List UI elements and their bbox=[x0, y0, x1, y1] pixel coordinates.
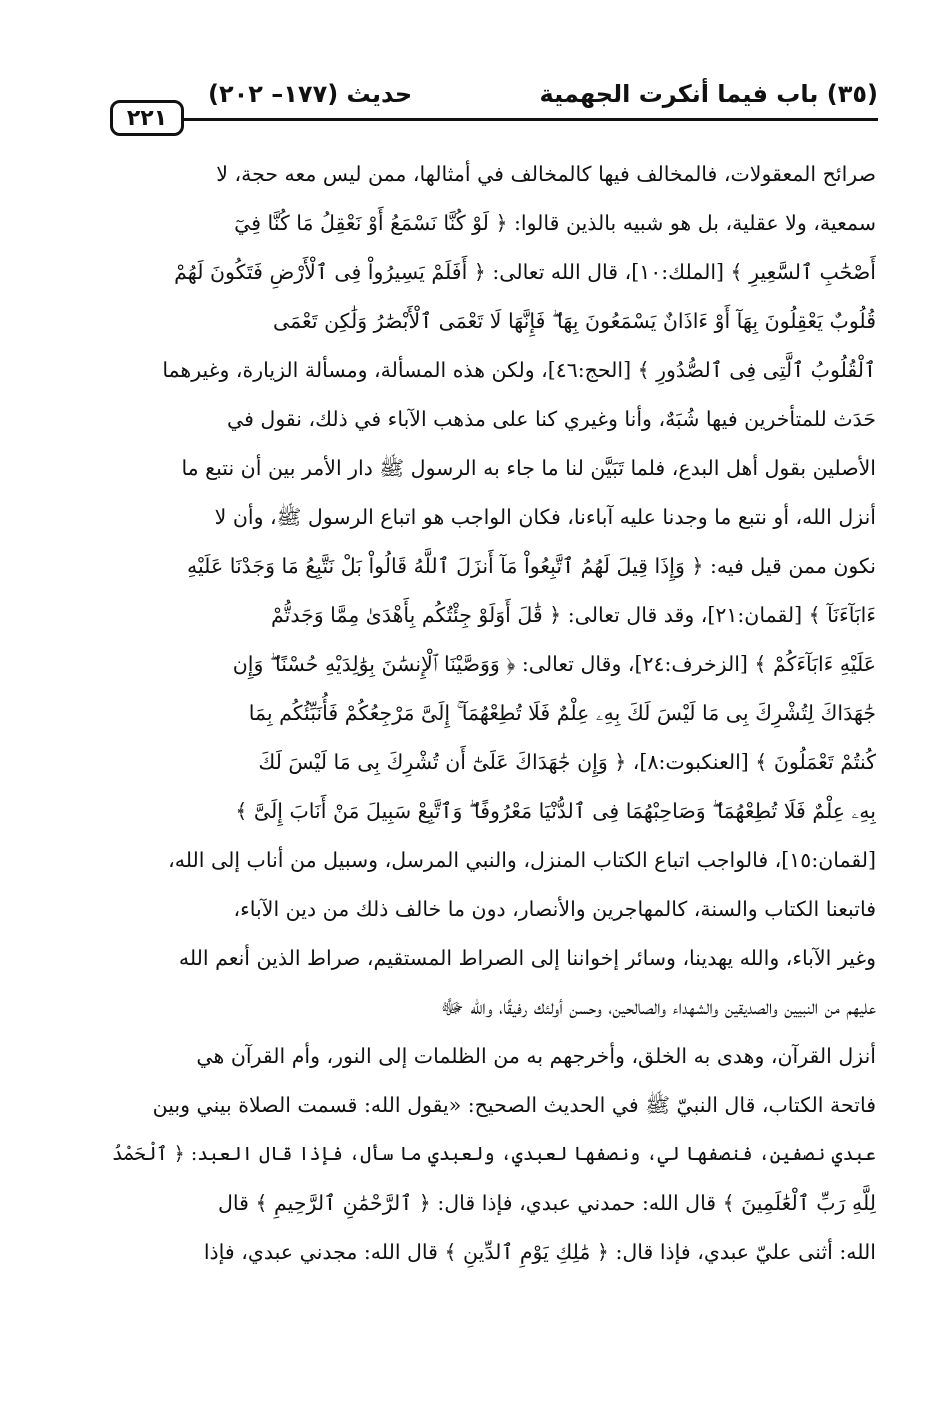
text-line: وغير الآباء، والله يهدينا، وسائر إخواننا إلى الصراط المستقيم، صراط الذين أنعم الله bbox=[178, 946, 876, 970]
text-line: فاتحة الكتاب، قال النبيّ ﷺ في الحديث الصحيح: «يقول الله: قسمت الصلاة بيني وبين bbox=[152, 1093, 876, 1117]
text-line: كُنتُمْ تَعْمَلُونَ ﴾ [العنكبوت:٨]، ﴿ وَإِن جَٰهَدَاكَ عَلَىٰٓ أَن تُشْرِكَ بِى مَا لَيْسَ لَكَ bbox=[258, 750, 876, 774]
text-line: أنزل الله، أو نتبع ما وجدنا عليه آباءنا، فكان الواجب هو اتباع الرسول ﷺ، وأن لا bbox=[214, 505, 876, 529]
text-line: عليهم من النبيين والصديقين والشهداء والصالحين، وحسن أولئك رفيقًا، والله ﷻ bbox=[440, 995, 876, 1019]
text-line: جَٰهَدَاكَ لِتُشْرِكَ بِى مَا لَيْسَ لَكَ بِهِۦ عِلْمٌ فَلَا تُطِعْهُمَآ ۚ إِلَىَّ مَرْجِعُكُمْ فَأُنَبِّئُكُم بِمَا bbox=[248, 701, 876, 725]
text-line: عَلَيْهِ ءَابَآءَكُمْ ﴾ [الزخرف:٢٤]، وقال تعالى: ﴿ وَوَصَّيْنَا ٱلْإِنسَٰنَ بِوَٰلِدَيْهِ حُسْنًا ۖ وَإِن bbox=[232, 652, 876, 676]
text-line: عبدي نصفين، فنصفها لي، ونصفها لعبدي، ولعبدي ما سأل، فإذا قال العبد: ﴿ ٱلْحَمْدُ bbox=[111, 1143, 876, 1165]
text-line: [لقمان:١٥]، فالواجب اتباع الكتاب المنزل، والنبي المرسل، وسبيل من أناب إلى الله، bbox=[168, 848, 876, 872]
text-line: نكون ممن قيل فيه: ﴿ وَإِذَا قِيلَ لَهُمُ ٱتَّبِعُواْ مَآ أَنزَلَ ٱللَّهُ قَالُواْ بَلْ نَتَّبِعُ مَا وَجَدْنَا عَلَيْهِ bbox=[186, 554, 876, 578]
text-line: الأصلين بقول أهل البدع، فلما تَبَيَّن لنا ما جاء به الرسول ﷺ دار الأمر بين أن نتبع ما bbox=[181, 456, 876, 480]
text-line: أنزل القرآن، وهدى به الخلق، وأخرجهم به من الظلمات إلى النور، وأم القرآن هي bbox=[196, 1044, 876, 1068]
text-line: قُلُوبٌ يَعْقِلُونَ بِهَآ أَوْ ءَاذَانٌ يَسْمَعُونَ بِهَا ۖ فَإِنَّهَا لَا تَعْمَى ٱلْأَبْصَٰرُ وَلَٰكِن تَعْمَى bbox=[273, 309, 876, 333]
header-rule bbox=[110, 118, 878, 121]
chapter-heading: (٣٥) باب فيما أنكرت الجهمية bbox=[539, 80, 878, 108]
text-line: ءَابَآءَنَآ ﴾ [لقمان:٢١]، وقد قال تعالى: ﴿ قَٰلَ أَوَلَوْ جِئْتُكُم بِأَهْدَىٰ مِمَّا وَجَدتُّمْ bbox=[270, 603, 876, 627]
text-line: حَدَث للمتأخرين فيها شُبَهٌ، وأنا وغيري كنا على مذهب الآباء في ذلك، نقول في bbox=[227, 407, 876, 431]
text-line: أَصْحَٰبِ ٱلسَّعِيرِ ﴾ [الملك:١٠]، قال الله تعالى: ﴿ أَفَلَمْ يَسِيرُواْ فِى ٱلْأَرْضِ فَتَكُونَ لَهُمْ bbox=[174, 260, 876, 284]
hadith-range-heading: حديث (١٧٧– ٢٠٢) bbox=[208, 80, 413, 108]
text-line: سمعية، ولا عقلية، بل هو شبيه بالذين قالوا: ﴿ لَوْ كُنَّا نَسْمَعُ أَوْ نَعْقِلُ مَا كُنَّا فِيٓ bbox=[234, 211, 876, 235]
text-line: الله: أثنى عليّ عبدي، فإذا قال: ﴿ مَٰلِكِ يَوْمِ ٱلدِّينِ ﴾ قال الله: مجدني عبدي، فإذا bbox=[203, 1240, 876, 1264]
body-text bbox=[110, 150, 876, 1350]
text-line: صرائح المعقولات، فالمخالف فيها كالمخالف في أمثالها، ممن ليس معه حجة، لا bbox=[216, 162, 876, 186]
text-line: ٱلْقُلُوبُ ٱلَّتِى فِى ٱلصُّدُورِ ﴾ [الحج:٤٦]، ولكن هذه المسألة، ومسألة الزيارة، وغيرهما bbox=[162, 358, 876, 382]
text-line: بِهِۦ عِلْمٌ فَلَا تُطِعْهُمَا ۖ وَصَاحِبْهُمَا فِى ٱلدُّنْيَا مَعْرُوفًا ۖ وَٱتَّبِعْ سَبِيلَ مَنْ أَنَابَ إِلَىَّ ﴾ bbox=[235, 799, 876, 823]
text-line: فاتبعنا الكتاب والسنة، كالمهاجرين والأنصار، دون ما خالف ذلك من دين الآباء، bbox=[233, 897, 876, 921]
page-number: ٢٢١ bbox=[110, 100, 184, 136]
text-line: لِلَّهِ رَبِّ ٱلْعَٰلَمِينَ ﴾ قال الله: حمدني عبدي، فإذا قال: ﴿ ٱلرَّحْمَٰنِ ٱلرَّحِيمِ ﴾ قال bbox=[218, 1191, 876, 1215]
